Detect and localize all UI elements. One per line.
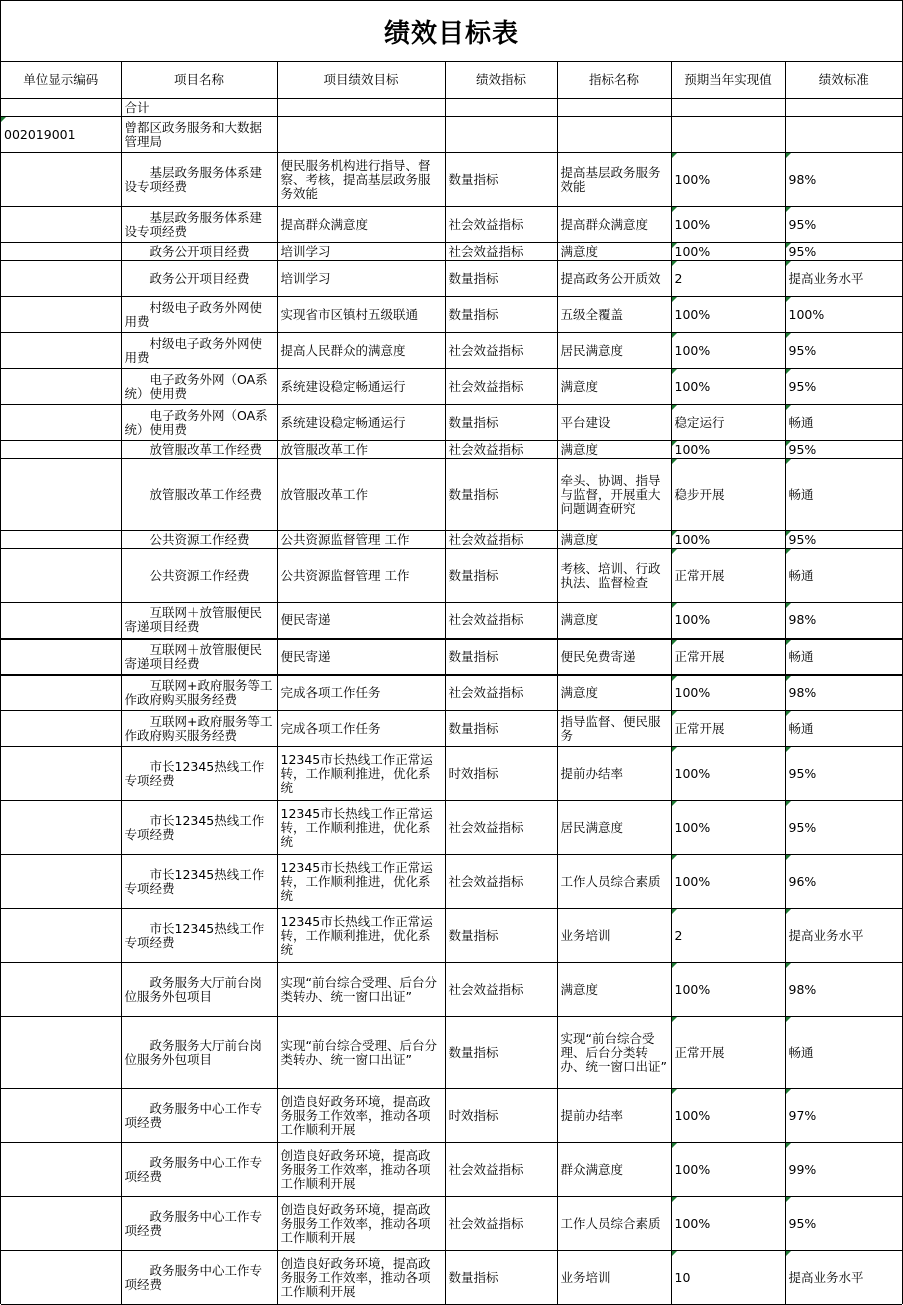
- cell-standard: 95%: [785, 531, 902, 549]
- cell-goal: 系统建设稳定畅通运行: [277, 369, 445, 405]
- cell-standard: 畅通: [785, 549, 902, 603]
- cell-project-name: 政务服务中心工作专项经费: [121, 1143, 277, 1197]
- cell-indicator-name: 五级全覆盖: [557, 297, 671, 333]
- table-row: [1, 801, 902, 855]
- cell-indicator-name: 工作人员综合素质: [557, 1197, 671, 1251]
- cell-expected-value: 10: [671, 1251, 785, 1305]
- cell-goal: 放管服改革工作: [277, 441, 445, 459]
- cell-standard: 提高业务水平: [785, 261, 902, 297]
- cell-project-name: 公共资源工作经费: [121, 549, 277, 603]
- cell-code: 002019001: [1, 117, 121, 153]
- cell-indicator-type: 数量指标: [445, 549, 557, 603]
- cell-indicator-type: 社会效益指标: [445, 369, 557, 405]
- cell-indicator-name: 实现“前台综合受理、后台分类转办、统一窗口出证”: [557, 1017, 671, 1089]
- table-row: [1, 855, 902, 909]
- cell-goal: 放管服改革工作: [277, 459, 445, 531]
- cell-code: [1, 747, 121, 801]
- cell-project-name: 政务服务大厅前台岗位服务外包项目: [121, 963, 277, 1017]
- cell-indicator-type: 社会效益指标: [445, 1197, 557, 1251]
- cell-goal: 公共资源监督管理 工作: [277, 549, 445, 603]
- cell-indicator-type: [445, 99, 557, 117]
- cell-indicator-type: 数量指标: [445, 1251, 557, 1305]
- table-row: [1, 405, 902, 441]
- cell-project-name: 政务服务中心工作专项经费: [121, 1251, 277, 1305]
- table-row: [1, 549, 902, 603]
- cell-project-name: 村级电子政务外网使用费: [121, 297, 277, 333]
- cell-indicator-name: 居民满意度: [557, 333, 671, 369]
- cell-project-name: 市长12345热线工作专项经费: [121, 801, 277, 855]
- cell-code: [1, 333, 121, 369]
- cell-indicator-type: 社会效益指标: [445, 855, 557, 909]
- cell-expected-value: 100%: [671, 747, 785, 801]
- cell-goal: 便民寄递: [277, 603, 445, 639]
- table-row: [1, 261, 902, 297]
- cell-standard: 99%: [785, 1143, 902, 1197]
- cell-expected-value: 100%: [671, 153, 785, 207]
- cell-code: [1, 1089, 121, 1143]
- cell-code: [1, 549, 121, 603]
- cell-expected-value: 100%: [671, 603, 785, 639]
- cell-indicator-name: 满意度: [557, 963, 671, 1017]
- cell-code: [1, 441, 121, 459]
- cell-goal: 培训学习: [277, 243, 445, 261]
- cell-goal: 便民服务机构进行指导、督察、考核，提高基层政务服务效能: [277, 153, 445, 207]
- cell-expected-value: 100%: [671, 207, 785, 243]
- table-row: [1, 639, 902, 675]
- column-header-indicator-type: 绩效指标: [445, 62, 557, 99]
- cell-goal: 12345市长热线工作正常运转，工作顺利推进，优化系统: [277, 855, 445, 909]
- cell-code: [1, 711, 121, 747]
- cell-expected-value: 100%: [671, 1089, 785, 1143]
- cell-goal: 提高人民群众的满意度: [277, 333, 445, 369]
- column-header-expected-value: 预期当年实现值: [671, 62, 785, 99]
- cell-project-name: 电子政务外网（OA系统）使用费: [121, 405, 277, 441]
- cell-indicator-name: 满意度: [557, 243, 671, 261]
- table-row: [1, 675, 902, 711]
- cell-goal: [277, 117, 445, 153]
- cell-indicator-type: 社会效益指标: [445, 333, 557, 369]
- cell-goal: 完成各项工作任务: [277, 711, 445, 747]
- cell-indicator-name: 牵头、协调、指导与监督，开展重大问题调查研究: [557, 459, 671, 531]
- cell-goal: 12345市长热线工作正常运转，工作顺利推进，优化系统: [277, 747, 445, 801]
- table-row: [1, 963, 902, 1017]
- cell-expected-value: [671, 117, 785, 153]
- cell-project-name: 政务公开项目经费: [121, 261, 277, 297]
- cell-project-name: 放管服改革工作经费: [121, 441, 277, 459]
- cell-standard: 95%: [785, 207, 902, 243]
- cell-standard: 98%: [785, 675, 902, 711]
- cell-project-name: 曾都区政务服务和大数据管理局: [121, 117, 277, 153]
- cell-indicator-type: 时效指标: [445, 747, 557, 801]
- cell-code: [1, 207, 121, 243]
- cell-code: [1, 603, 121, 639]
- cell-code: [1, 1251, 121, 1305]
- cell-goal: 创造良好政务环境，提高政务服务工作效率，推动各项工作顺利开展: [277, 1197, 445, 1251]
- cell-indicator-type: 社会效益指标: [445, 243, 557, 261]
- cell-indicator-name: 满意度: [557, 531, 671, 549]
- cell-expected-value: 2: [671, 261, 785, 297]
- cell-expected-value: 100%: [671, 855, 785, 909]
- cell-goal: 12345市长热线工作正常运转，工作顺利推进，优化系统: [277, 801, 445, 855]
- cell-code: [1, 1017, 121, 1089]
- cell-goal: 实现省市区镇村五级联通: [277, 297, 445, 333]
- cell-indicator-name: 工作人员综合素质: [557, 855, 671, 909]
- table-row: [1, 117, 902, 153]
- cell-code: [1, 963, 121, 1017]
- cell-indicator-name: 提高群众满意度: [557, 207, 671, 243]
- cell-project-name: 市长12345热线工作专项经费: [121, 909, 277, 963]
- table-row: [1, 747, 902, 801]
- cell-standard: 95%: [785, 747, 902, 801]
- cell-expected-value: 正常开展: [671, 711, 785, 747]
- table-row: [1, 153, 902, 207]
- cell-indicator-type: 数量指标: [445, 1017, 557, 1089]
- cell-expected-value: 2: [671, 909, 785, 963]
- cell-indicator-type: 社会效益指标: [445, 963, 557, 1017]
- cell-expected-value: 100%: [671, 801, 785, 855]
- cell-code: [1, 261, 121, 297]
- cell-expected-value: 100%: [671, 243, 785, 261]
- cell-standard: 97%: [785, 1089, 902, 1143]
- cell-goal: 公共资源监督管理 工作: [277, 531, 445, 549]
- cell-standard: 畅通: [785, 405, 902, 441]
- cell-indicator-type: 数量指标: [445, 909, 557, 963]
- cell-goal: [277, 99, 445, 117]
- cell-standard: 畅通: [785, 459, 902, 531]
- cell-indicator-name: 提前办结率: [557, 1089, 671, 1143]
- table-row: [1, 1197, 902, 1251]
- column-header-indicator-name: 指标名称: [557, 62, 671, 99]
- cell-indicator-name: 平台建设: [557, 405, 671, 441]
- cell-indicator-name: 群众满意度: [557, 1143, 671, 1197]
- cell-indicator-type: 社会效益指标: [445, 1143, 557, 1197]
- cell-project-name: 基层政务服务体系建设专项经费: [121, 207, 277, 243]
- cell-code: [1, 99, 121, 117]
- cell-indicator-name: 考核、培训、行政执法、监督检查: [557, 549, 671, 603]
- cell-indicator-type: 社会效益指标: [445, 531, 557, 549]
- cell-code: [1, 153, 121, 207]
- cell-project-name: 政务服务中心工作专项经费: [121, 1197, 277, 1251]
- cell-expected-value: 100%: [671, 441, 785, 459]
- cell-goal: 系统建设稳定畅通运行: [277, 405, 445, 441]
- cell-indicator-name: 提高政务公开质效: [557, 261, 671, 297]
- cell-project-name: 互联网＋放管服便民寄递项目经费: [121, 603, 277, 639]
- cell-code: [1, 675, 121, 711]
- cell-project-name: 市长12345热线工作专项经费: [121, 747, 277, 801]
- cell-standard: 95%: [785, 801, 902, 855]
- cell-project-name: 基层政务服务体系建设专项经费: [121, 153, 277, 207]
- cell-indicator-name: 提高基层政务服务效能: [557, 153, 671, 207]
- cell-indicator-type: 数量指标: [445, 459, 557, 531]
- cell-code: [1, 855, 121, 909]
- cell-indicator-name: 满意度: [557, 675, 671, 711]
- cell-standard: [785, 117, 902, 153]
- cell-standard: 畅通: [785, 1017, 902, 1089]
- cell-goal: 提高群众满意度: [277, 207, 445, 243]
- table-row: [1, 441, 902, 459]
- table-row: [1, 369, 902, 405]
- table-row: [1, 1251, 902, 1305]
- cell-indicator-name: 居民满意度: [557, 801, 671, 855]
- cell-indicator-type: 数量指标: [445, 261, 557, 297]
- cell-goal: 创造良好政务环境，提高政务服务工作效率，推动各项工作顺利开展: [277, 1143, 445, 1197]
- cell-code: [1, 801, 121, 855]
- cell-standard: 95%: [785, 243, 902, 261]
- cell-indicator-name: [557, 117, 671, 153]
- cell-indicator-type: 数量指标: [445, 639, 557, 675]
- cell-project-name: 政务公开项目经费: [121, 243, 277, 261]
- cell-indicator-name: 提前办结率: [557, 747, 671, 801]
- cell-indicator-name: [557, 99, 671, 117]
- cell-indicator-type: 数量指标: [445, 711, 557, 747]
- cell-code: [1, 405, 121, 441]
- table-row: [1, 1017, 902, 1089]
- table-row: [1, 603, 902, 639]
- cell-goal: 创造良好政务环境，提高政务服务工作效率，推动各项工作顺利开展: [277, 1089, 445, 1143]
- cell-code: [1, 243, 121, 261]
- cell-indicator-name: 满意度: [557, 603, 671, 639]
- cell-standard: 98%: [785, 153, 902, 207]
- table-row: [1, 1143, 902, 1197]
- cell-code: [1, 297, 121, 333]
- cell-goal: 12345市长热线工作正常运转，工作顺利推进，优化系统: [277, 909, 445, 963]
- cell-standard: 提高业务水平: [785, 1251, 902, 1305]
- cell-goal: 实现“前台综合受理、后台分类转办、统一窗口出证”: [277, 1017, 445, 1089]
- cell-standard: 提高业务水平: [785, 909, 902, 963]
- cell-project-name: 市长12345热线工作专项经费: [121, 855, 277, 909]
- cell-expected-value: 稳定运行: [671, 405, 785, 441]
- table-row: [1, 459, 902, 531]
- cell-indicator-type: 社会效益指标: [445, 603, 557, 639]
- cell-standard: 100%: [785, 297, 902, 333]
- table-row: [1, 909, 902, 963]
- cell-goal: 培训学习: [277, 261, 445, 297]
- cell-project-name: 互联网+政府服务等工作政府购买服务经费: [121, 675, 277, 711]
- cell-goal: 便民寄递: [277, 639, 445, 675]
- cell-goal: 完成各项工作任务: [277, 675, 445, 711]
- cell-standard: 95%: [785, 333, 902, 369]
- sheet-title: 绩效目标表: [1, 1, 902, 62]
- cell-expected-value: 100%: [671, 333, 785, 369]
- column-header-code: 单位显示编码: [1, 62, 121, 99]
- cell-expected-value: 100%: [671, 1197, 785, 1251]
- cell-indicator-type: 社会效益指标: [445, 441, 557, 459]
- cell-indicator-type: 数量指标: [445, 405, 557, 441]
- cell-expected-value: 正常开展: [671, 1017, 785, 1089]
- column-header-project-name: 项目名称: [121, 62, 277, 99]
- cell-indicator-type: 社会效益指标: [445, 207, 557, 243]
- cell-code: [1, 639, 121, 675]
- cell-project-name: 政务服务中心工作专项经费: [121, 1089, 277, 1143]
- cell-indicator-type: [445, 117, 557, 153]
- cell-code: [1, 1197, 121, 1251]
- cell-expected-value: [671, 99, 785, 117]
- cell-indicator-name: 满意度: [557, 441, 671, 459]
- cell-project-name: 公共资源工作经费: [121, 531, 277, 549]
- cell-standard: 95%: [785, 1197, 902, 1251]
- cell-indicator-name: 业务培训: [557, 1251, 671, 1305]
- cell-indicator-name: 业务培训: [557, 909, 671, 963]
- cell-code: [1, 909, 121, 963]
- cell-indicator-type: 社会效益指标: [445, 675, 557, 711]
- column-header-standard: 绩效标准: [785, 62, 902, 99]
- cell-project-name: 合计: [121, 99, 277, 117]
- cell-expected-value: 100%: [671, 675, 785, 711]
- cell-indicator-name: 满意度: [557, 369, 671, 405]
- cell-project-name: 电子政务外网（OA系统）使用费: [121, 369, 277, 405]
- cell-code: [1, 531, 121, 549]
- cell-code: [1, 459, 121, 531]
- cell-goal: 实现“前台综合受理、后台分类转办、统一窗口出证”: [277, 963, 445, 1017]
- cell-expected-value: 正常开展: [671, 639, 785, 675]
- cell-indicator-type: 数量指标: [445, 153, 557, 207]
- cell-project-name: 互联网＋放管服便民寄递项目经费: [121, 639, 277, 675]
- table-row: [1, 333, 902, 369]
- cell-indicator-name: 指导监督、便民服务: [557, 711, 671, 747]
- header-row: [1, 62, 902, 99]
- cell-standard: [785, 99, 902, 117]
- cell-expected-value: 100%: [671, 297, 785, 333]
- cell-expected-value: 稳步开展: [671, 459, 785, 531]
- cell-standard: 98%: [785, 963, 902, 1017]
- cell-standard: 畅通: [785, 639, 902, 675]
- cell-goal: 创造良好政务环境，提高政务服务工作效率，推动各项工作顺利开展: [277, 1251, 445, 1305]
- cell-expected-value: 100%: [671, 531, 785, 549]
- cell-standard: 95%: [785, 369, 902, 405]
- table-row: [1, 711, 902, 747]
- cell-indicator-type: 时效指标: [445, 1089, 557, 1143]
- cell-indicator-type: 社会效益指标: [445, 801, 557, 855]
- cell-expected-value: 100%: [671, 1143, 785, 1197]
- cell-project-name: 政务服务大厅前台岗位服务外包项目: [121, 1017, 277, 1089]
- cell-standard: 98%: [785, 603, 902, 639]
- cell-code: [1, 1143, 121, 1197]
- table-row: [1, 243, 902, 261]
- cell-expected-value: 100%: [671, 369, 785, 405]
- table-row: [1, 297, 902, 333]
- cell-standard: 96%: [785, 855, 902, 909]
- column-header-goal: 项目绩效目标: [277, 62, 445, 99]
- cell-indicator-name: 便民免费寄递: [557, 639, 671, 675]
- table-row: [1, 207, 902, 243]
- table-row: [1, 99, 902, 117]
- cell-standard: 95%: [785, 441, 902, 459]
- cell-project-name: 互联网+政府服务等工作政府购买服务经费: [121, 711, 277, 747]
- table-row: [1, 1089, 902, 1143]
- cell-expected-value: 正常开展: [671, 549, 785, 603]
- cell-code: [1, 369, 121, 405]
- cell-standard: 畅通: [785, 711, 902, 747]
- cell-indicator-type: 数量指标: [445, 297, 557, 333]
- cell-project-name: 放管服改革工作经费: [121, 459, 277, 531]
- table-row: [1, 531, 902, 549]
- cell-project-name: 村级电子政务外网使用费: [121, 333, 277, 369]
- cell-expected-value: 100%: [671, 963, 785, 1017]
- performance-table: [1, 62, 902, 1305]
- table-body: [1, 99, 902, 1305]
